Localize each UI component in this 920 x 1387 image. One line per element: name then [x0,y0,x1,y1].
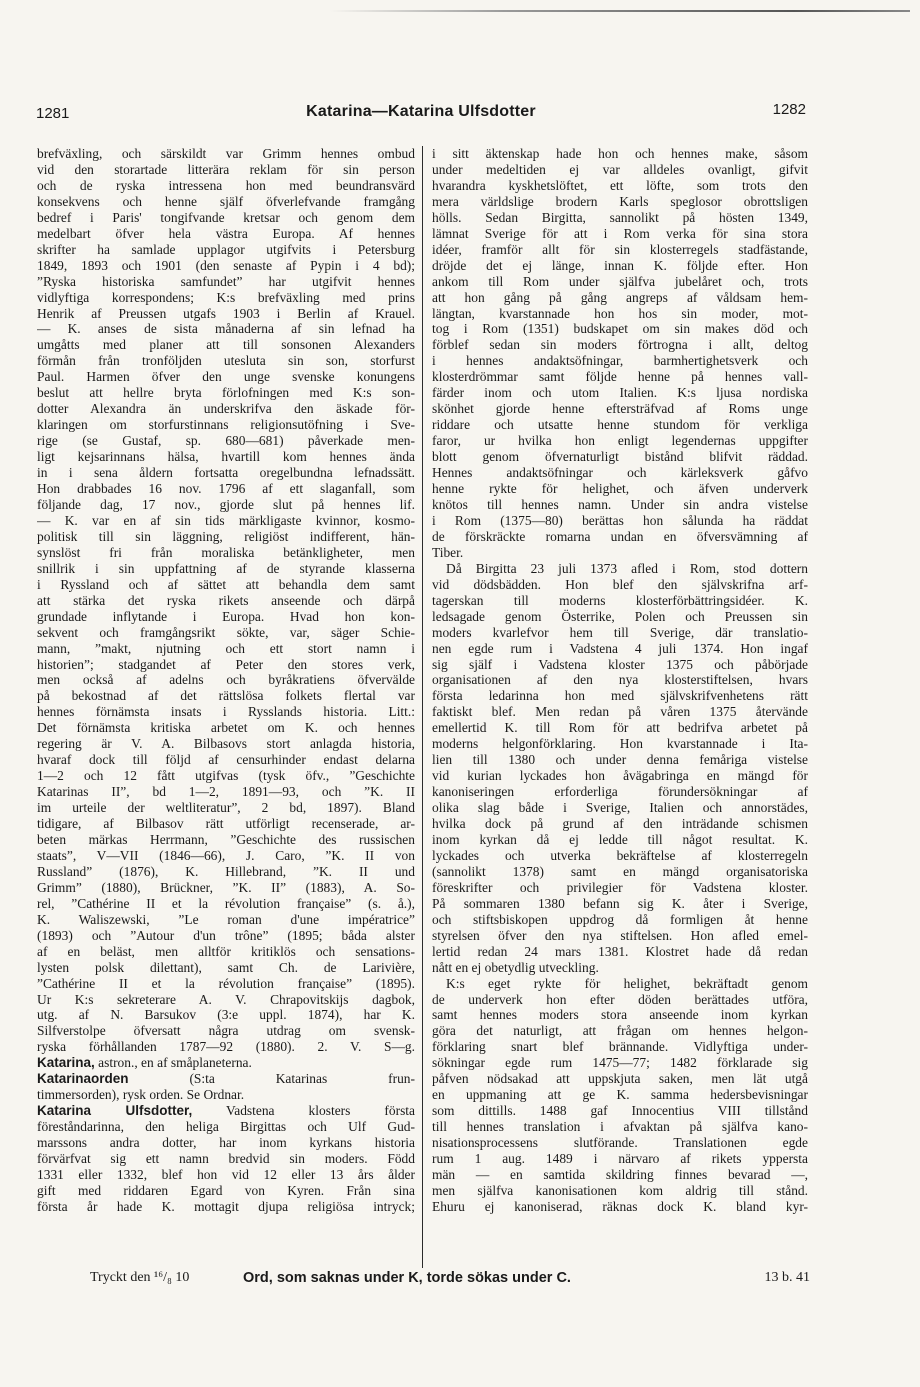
text-line: Tiber. [432,544,464,560]
text-line: olika slag både i Sverige, Italien och annorstädes, [432,800,808,816]
text-line: ryska förhållanden 1787—92 (1880). 2. V. S—g. [37,1039,415,1055]
text-line: men själfva kanonisationen kom aldrig till stånd. [432,1182,808,1198]
text-line: de underverk hon efter döden berättades utföra, [432,991,808,1007]
text-line: Då Birgitta 23 juli 1373 afled i Rom, stod dottern [446,560,808,576]
text-line: hvarandra kyskhetslöftet, ett löfte, som trots den [432,177,808,193]
text-line: rel, ”Cathérine II et la révolution française” (s. å.), [37,895,415,911]
left-column [37,146,415,1268]
text-line: faktiskt blef. Men redan på våren 1375 återvände [432,704,808,720]
text-line: bedref i Paris' tongifvande kretsar och genom dem [37,209,415,225]
page-header [36,101,806,125]
text-line: föreståndarinna, den heliga Birgittas och Ulf Gud- [37,1119,415,1135]
text-line: moderns helgonförklaring. Hon kvarstannade i Ita- [432,736,808,752]
text-line: 1—2 och 12 fått utgifvas (tysk öfv., ”Geschichte [37,768,415,784]
text-line: idéer, framför allt för sin klosterregels stadfästande, [432,241,808,257]
text-line: Paul. Harmen öfver den unge svenske konungens [37,369,415,385]
text-line: inom kyrkan då ej ledde till något resultat. K. [432,831,808,847]
text-line: marssons andra dotter, har inom kyrkans historia [37,1135,415,1151]
text-line: under medeltiden ej var alldeles ovanligt, gifvit [432,161,808,177]
column-divider [422,146,423,1268]
text-line: i Rom (1375—80) berättas hon sålunda ha räddat [432,512,808,528]
entry-headword: Katarina Ulfsdotter, [37,1103,193,1119]
sheet-signature: 13 b. 41 [764,1270,810,1285]
text-line: Det förnämsta kritiska arbetet om K. och hennes [37,720,415,736]
text-line: en uppmaning att ge K. samma hedersbevisningar [432,1087,808,1103]
text-line: ankom till Rom under själfva jubelåret och, trots [432,273,808,289]
text-line: utg. af N. Barsukov (3:e uppl. 1874), har K. [37,1007,415,1023]
text-line: första år hade K. mottagit djupa religiösa intryck; [37,1198,415,1214]
text-line: skönhet gjorde henne eftersträfvad af Roms unge [432,401,808,417]
text-line: snillrik i sin uppfattning af de styrande klasserna [37,560,415,576]
text-line: 1331 eller 1332, blef hon vid 12 eller 13 års ålder [37,1167,415,1182]
text-line: — K. anses de sista månaderna af sin lefnad ha [37,321,415,337]
text-line: Katarina, astron., en af småplaneterna. [37,1055,252,1071]
text-line: Ehuru ej kanoniserad, räknas dock K. bland kyr- [432,1198,808,1214]
text-line: i sitt äktenskap hade hon och hennes make, såsom [432,146,808,161]
text-line: moders kvarlefvor hem till Sverige, där translatio- [432,624,808,640]
page-number-left: 1281 [36,105,70,122]
text-line: — K. var en af sin tids märkligaste kvinnor, kosmo- [37,512,415,528]
text-line: Grimm” (1880), Brückner, ”K. II” (1883), A. So- [37,879,415,895]
text-line: gift med riddaren Egard von Kyren. Från sina [37,1182,415,1198]
page-number-right: 1282 [772,101,806,118]
text-line: och stiftsbiskopen uppdrog då formligen åt henne [432,911,808,927]
text-line: af en beläst, men alltför kritiklös och sensations- [37,943,415,959]
text-line: staats”, V—VII (1846—66), J. Caro, ”K. II von [37,847,415,863]
text-line: klosterdrömmar samt följde henne på hennes vall- [432,369,808,385]
text-line: män — en samtida skildring finnes bevarad —, [432,1167,808,1182]
text-line: rum 1 aug. 1489 i närvaro af rikets yppersta [432,1151,808,1167]
text-line: politisk till sin läggning, religiöst indifferent, hän- [37,528,415,544]
text-line: blott genom öfvernaturligt bistånd blifvit räddad. [432,449,808,465]
text-line: mann, ”makt, njutning och ett stort namn i [37,640,415,656]
text-line: ”Cathérine II et la révolution française” (1895). [37,975,415,991]
text-line: K. Waliszewski, ”Le roman d'une impératrice” [37,911,415,927]
text-line: historien”; stadgandet af Peter den stores verk, [37,656,415,672]
entry-headword: Katarina, [37,1055,95,1071]
text-line: i Ryssland och af sättet att behandla dem samt [37,576,415,592]
text-line: hvilka dock på grund af den inträdande schismen [432,816,808,832]
text-line: nen egde rum i Vadstena 4 juli 1374. Hon ingaf [432,640,808,656]
text-line: att hon gång på gång angreps af våldsam hem- [432,289,808,305]
text-line: första ledarinna hon med självskrifvenhetens rätt [432,688,808,704]
text-line: regering är V. A. Bilbasovs stort anlagda historia, [37,736,415,752]
text-line: hölls. Sedan Birgitta, sannolikt på hösten 1349, [432,209,808,225]
text-line: lertid redan 24 mars 1381. Klostret hade då redan [432,943,808,959]
text-line: på bekostnad af det rättslösa folkets flertal var [37,688,415,704]
text-line: Ur K:s sekreterare A. V. Chrapovitskijs dagbok, [37,991,415,1007]
text-line: in i sena åldern fortsatta oregelbundna lefnadssätt. [37,465,415,481]
text-line: konsekvens och henne själf öfverlefvande framgång [37,193,415,209]
text-line: vid kurian lyckades hon åvägabringa en mängd för [432,768,808,784]
text-line: henne rykte för helighet, och äfven underverk [432,481,808,497]
text-line: styrelsen öfver den nya stiftelsen. Hon afled emel- [432,927,808,943]
text-line: följande dag, 17 nov., gjorde slut på hennes lif. [37,496,415,512]
text-line: nisationsprocessens slutförande. Translationen egde [432,1135,808,1151]
text-line: göra det naturligt, att frågan om hennes helgon- [432,1023,808,1039]
text-line: nått en ej obetydlig utveckling. [432,959,599,975]
text-line: timmersorden), rysk orden. Se Ordnar. [37,1087,245,1103]
text-line: tog i Rom (1351) budskapet om sin makes död och [432,321,808,337]
text-line: förblef sedan sin moders förtrogna i allt, deltog [432,337,808,353]
text-line: Hon drabbades 16 nov. 1796 af ett slaganfall, som [37,481,415,497]
text-line: synslöst fri från moraliska betänkligheter, men [37,544,415,560]
text-line: ligt kejsarinnans hälsa, hvartill kom hennes ända [37,449,415,465]
text-line: Katarinas II”, bd 1—2, 1891—93, och ”K. II [37,784,415,800]
text-line: grundade inflytande i Europa. Hvad hon kon- [37,608,415,624]
text-line: ledsagade genom Österrike, Polen och Preussen sin [432,608,808,624]
text-line: Katarinaorden (S:ta Katarinas frun- [37,1071,415,1087]
text-line: förvärfvat sig ett namn bredvid sin moders. Född [37,1151,415,1167]
text-line: Russland” (1876), K. Hillebrand, ”K. II und [37,863,415,879]
text-line: faror, ur hvilka hon enligt legendernas uppgifter [432,433,808,449]
entry-headword: Katarinaorden [37,1071,129,1087]
text-line: tagerskan till moderns klosterförbättringsidéer. K. [432,592,808,608]
text-line: K:s eget rykte för helighet, bekräftadt genom [446,975,808,991]
text-line: sig själf i Vadstena kloster 1375 och påbörjade [432,656,808,672]
text-line: lämnat Sverige för att i Rom verka för sina stora [432,225,808,241]
text-line: skrifter ha samlade upplagor utgifvits i Petersburg [37,241,415,257]
print-date: Tryckt den ¹⁶/₈ 10 [90,1270,190,1285]
text-line: 1849, 1893 och 1901 (den senaste af Pypin i 4 bd); [37,257,415,273]
text-line: rige (se Gustaf, sp. 680—681) påverkade men- [37,433,415,449]
text-line: samt hennes moders stora anseende inom kyrkan [432,1007,808,1023]
right-column [432,146,808,1268]
text-line: att stärka det ryska rikets anseende och därpå [37,592,415,608]
text-line: lien till 1380 och under denna femåriga vistelse [432,752,808,768]
text-line: (1893) och ”Autour d'un trône” (1895; båda alster [37,927,415,943]
text-line: föreskrifter och privilegier för Vadstena kloster. [432,879,808,895]
text-line: lysten polsk dilettant), samt Ch. de Larivière, [37,959,415,975]
text-line: (sannolikt 1378) samt en mängd organisatoriska [432,863,808,879]
text-line: i hennes andaktsöfningar, barmhertighetsverk och [432,353,808,369]
text-line: im urteile der weltliteratur”, 2 bd, 1897). Bland [37,800,415,816]
text-line: förmån från tronföljden utesluta sin son, storfurst [37,353,415,369]
text-line: klaringen om storfurstinnans religionsutöfning i Sve- [37,417,415,433]
page-footer [90,1270,810,1292]
text-line: beten märkas Herrmann, ”Geschichte des russischen [37,831,415,847]
text-line: tidigare, af Bilbasov rätt utförligt recenserade, ar- [37,816,415,832]
text-line: Silfverstolpe öfversatt några utdrag om svensk- [37,1023,415,1039]
text-line: vidlyftiga korrespondens; K:s brefväxling med prins [37,289,415,305]
text-line: färder inom och utom Italien. K:s ljusa nordiska [432,385,808,401]
text-line: hennes förnämsta insats i Rysslands historia. Litt.: [37,704,415,720]
text-line: vid dödsbädden. Hon blef den självskrifna arf- [432,576,808,592]
text-line: förklaring snart blef brännande. Vidlyftiga under- [432,1039,808,1055]
footer-notice: Ord, som saknas under K, torde sökas under C. [243,1270,571,1286]
text-line: Hennes andaktsöfningar och kärleksverk gåfvo [432,465,808,481]
text-line: medelbart öfver hela västra Europa. Af hennes [37,225,415,241]
text-line: de förskräckte romarna undan en öfversvämning af [432,528,808,544]
text-line: organisationen af den nya klosterstiftelsen, hvars [432,672,808,688]
text-line: beslut att hellre bryta förlofningen med K:s son- [37,385,415,401]
text-line: påfven nödsakad att uppskjuta saken, men lät utgå [432,1071,808,1087]
text-line: dotter Alexandra än underskrifva den äskade för- [37,401,415,417]
text-line: längtan, kvarstannade hon hos sin moder, mot- [432,305,808,321]
text-line: lyckades och utverka bekräftelse af klosterregeln [432,847,808,863]
text-line: hvaraf dock till följd af censurhinder endast delarna [37,752,415,768]
text-line: Katarina Ulfsdotter, Vadstena klosters första [37,1103,415,1119]
text-line: umgåtts med planer att till sonsonen Alexanders [37,337,415,353]
text-line: sökningar egde rum 1475—77; 1482 förklarade sig [432,1055,808,1071]
text-line: ”Ryska historiska samfundet” har utgifvit hennes [37,273,415,289]
text-line: vid den storartade litterära reklam för sin person [37,161,415,177]
text-line: Henrik af Preussen utgafs 1903 i Berlin af Krauel. [37,305,415,321]
top-rule [330,10,910,12]
text-line: dröjde det ej länge, innan K. följde efter. Hon [432,257,808,273]
text-line: sekvent och framgångsrikt sökte, var, säger Schie- [37,624,415,640]
text-line: knötos till hennes namn. Under sin andra vistelse [432,496,808,512]
text-line: som dittills. 1488 gaf Innocentius VIII tillstånd [432,1103,808,1119]
text-line: till hennes translation i afvaktan på själfva kano- [432,1119,808,1135]
text-line: brefväxling, och särskildt var Grimm hennes ombud [37,146,415,161]
text-line: emellertid K. till Rom för att bedrifva arbetet på [432,720,808,736]
page-title: Katarina—Katarina Ulfsdotter [306,103,536,120]
text-line: mera världslige brodern Karls speglosor obrottsligen [432,193,808,209]
text-line: riddare och utsatte henne stundom för verkliga [432,417,808,433]
text-line: På sommaren 1380 befann sig K. åter i Sverige, [432,895,808,911]
text-line: och de ryska intressena hon med beundransvärd [37,177,415,193]
text-line: men också af adelns och byråkratiens öfvervälde [37,672,415,688]
text-line: kanoniseringen erforderliga förundersökningar af [432,784,808,800]
